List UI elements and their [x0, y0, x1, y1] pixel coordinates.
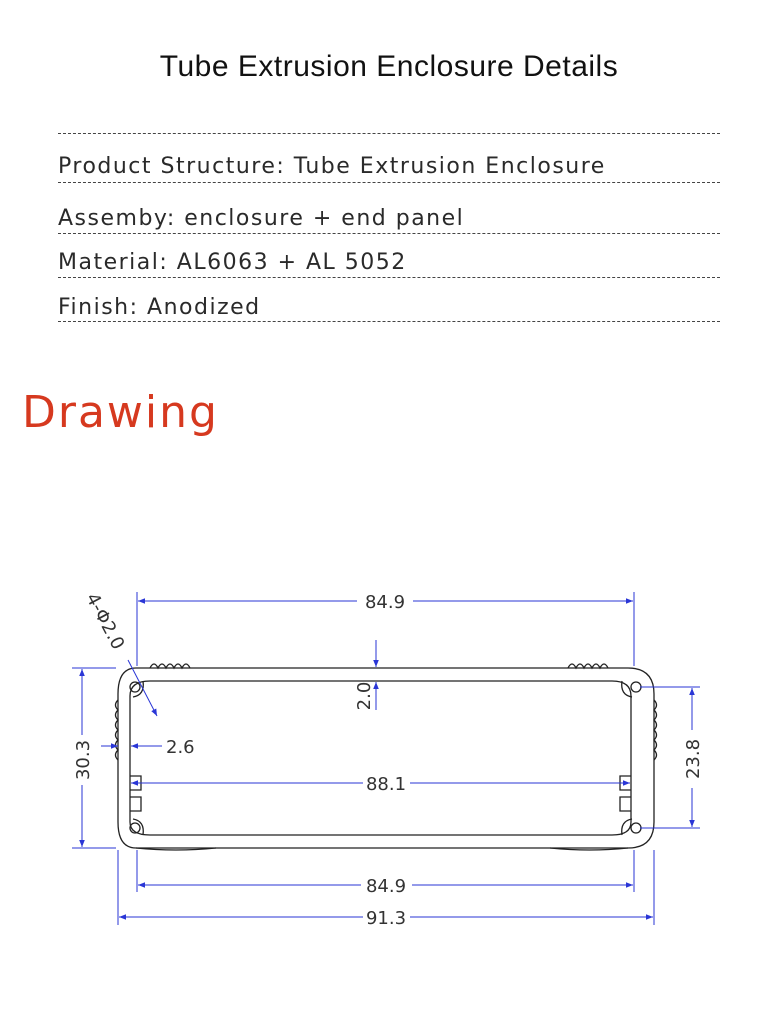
dim-label-slot-span: 88.1: [365, 774, 407, 795]
dim-label-top-width: 84.9: [364, 592, 406, 613]
dim-label-height: 30.3: [73, 739, 94, 781]
spec-finish: Finish: Anodized: [58, 295, 261, 320]
dim-label-hole-callout: 4-Φ2.0: [81, 589, 129, 654]
page-title: Tube Extrusion Enclosure Details: [159, 50, 619, 83]
dim-label-wall-thickness: 2.0: [354, 681, 375, 711]
dim-label-outer-width: 91.3: [365, 908, 407, 929]
spec-structure: Product Structure: Tube Extrusion Enclosure: [58, 154, 606, 179]
enclosure-profile: [116, 664, 657, 850]
dim-label-slot-pitch: 23.8: [683, 738, 704, 780]
spec-material: Material: AL6063 + AL 5052: [58, 250, 407, 275]
dim-label-side-wall: 2.6: [166, 737, 195, 758]
drawing-heading: Drawing: [22, 387, 219, 438]
spec-assembly: Assemby: enclosure + end panel: [58, 206, 465, 231]
dim-label-bottom-width: 84.9: [365, 876, 407, 897]
